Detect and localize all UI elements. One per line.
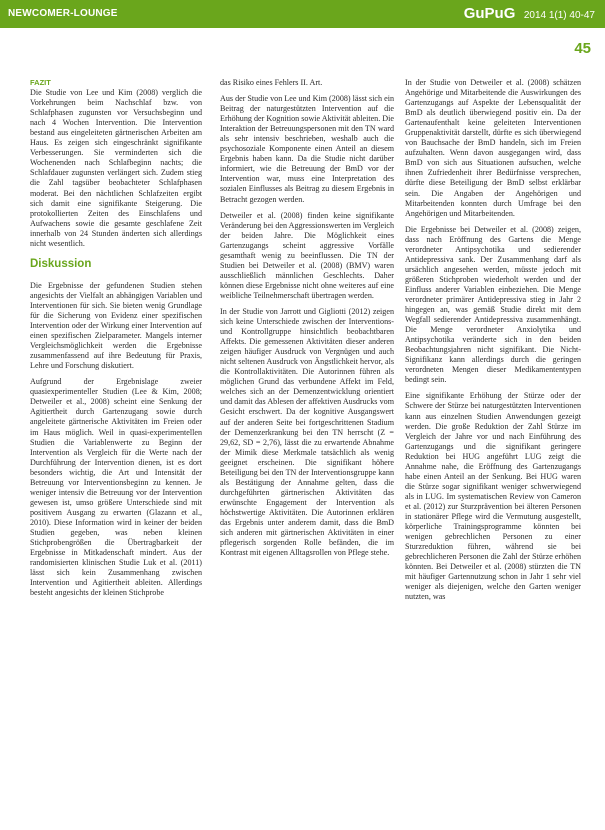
- col2-paragraph-2: Aus der Studie von Lee und Kim (2008) lässt sich ein Beitrag der naturgestützten Intervention auf die Erhöhung der Kognition sowie Aktivität ableiten. Die Interaktion der Betreuungspersonen mit den TN ward als sehr intensiv beschrieben, weshalb auch die psychosoziale Komponente einen Anteil an diesem Ergebnis haben kann. Da die Studie nicht darüber informiert, wie die Betreuung der BmD vor der Intervention war, muss eine Interpretation des sozialen Einflusses als Beitrag zu diesem Ergebnis in Betracht gezogen werden.: [220, 94, 394, 204]
- page-number: 45: [574, 40, 591, 57]
- discussion-paragraph-2: Aufgrund der Ergebnislage zweier quasiexperimenteller Studien (Lee & Kim, 2008; Detweiler et al., 2008) scheint eine Senkung der Agitiertheit durch Gartenzugang sowie durch angeleitete gärtnerische Aktivitäten im Freien oder im Haus möglich. Weil in quasi-experimentellen Studien die Variablenwerte zu Beginn der Intervention als Vergleich für die Werte nach der Durchführung der Intervention dienen, ist es dort besonders wichtig, die Art und Intensität der Betreuung vor Interventionsbeginn zu kennen. Je weniger intensiv die Betreuung vor der Intervention gewesen ist, umso größere Unterschiede sind mit positivem Ausgang zu erwarten (Glazann et al., 2010). Diese Information wird in keiner der beiden Studien gegeben, was neben kleinen Stichprobengrößen die Übertragbarkeit der Ergebnisse in Mitkadenschaft mindert. Aus der randomisierten klinischen Studie Luk et al. (2011) lässt sich kein Zusammenhang zwischen Intervention und Agitiertheit ableiten. Allerdings besteht angesichts der kleinen Stichprobe: [30, 377, 202, 598]
- col3-paragraph-3: Eine signifikante Erhöhung der Stürze oder der Schwere der Stürze bei naturgestützten Interventionen kann aus einzelnen Studien Anwendungen gezeigt werden. Die große Reduktion der Zahl Stürze im Vergleich der Jahre vor und nach Einführung des Gartenzugangs und die signifikant geringere Reduktion bei HUG angeführt LUG zeigt die Annahme nahe, die Eröffnung des Gartenzugangs habe einen Anteil an der Senkung. Bei HUG waren die Stürze sogar signifikant weniger schwerwiegend als in LUG. Im systematischen Review von Cameron et al. (2012) zur Sturzprävention bei älteren Personen in stationärer Pflege wird die Vermutung ausgestellt, körperliche Trainingsprogramme könnten bei wenigen gebrechlichen Personen zu einer Sturzreduktion führen, während sie bei gebrechlicheren Personen die Zahl der Stürze erhöhen könnten. Bei Detweiler et al. (2008) stürzten die TN mit häufiger Gartennutzung schon in Jahr 1 sehr viel weniger als diejenigen, welche den Garten weniger nutzten, was: [405, 391, 581, 602]
- column-1: [30, 78, 202, 604]
- journal-info: [464, 5, 595, 23]
- col3-paragraph-1: In der Studie von Detweiler et al. (2008) schätzen Angehörige und Mitarbeitende die Auswirkungen des Gartenzugangs auf Aspekte der Lebensqualität der BmD als deutlich überwiegend positiv ein. Da der Gartenaufenthalt keine geleiteten Interventionen Gruppenaktivität darstellt, dürfte es sich überwiegend von Bauchsache der BmD handeln, sich im Freien aufzuhalten. Wenn davon ausgegangen wird, dass BmD von sich aus Situationen aufsuchen, welche ihnen Zufriedenheit ihrer Bedürfnisse versprechen, dürfte diese Beteiligung der BmD selbst erklärbar sein. Die Angaben der Angehörigen und Mitarbeitenden konnten durch Umfrage bei den Angehörigen und Mitarbeitenden.: [405, 78, 581, 218]
- fazit-label: FAZIT: [30, 78, 51, 87]
- fazit-paragraph: Die Studie von Lee und Kim (2008) verglich die Vorkehrungen beim Nachschlaf bzw. von Schlafphasen zugunsten vor Versuchsbeginn und nach 4 Wochen Intervention. Die Intervention bestand aus eingeleiteten gärtnerischen Arbeiten am Haus. Es zeigen sich eingeschränkt signifikante Verbesserungen. Sie verminderten sich die Wochenenden nach Schlafbeginn nachts; die Schlafdauer zugunsten verlängert sich. Zudem stieg die Zahl tagsüber beobachteter Schlafphasen moderat. Bei den nächtlichen Schlafzeiten ergibt sich damit eine signifikante Steigerung. Die protokollierten Zeiten des Einschlafens und Aufwachens sowie die gesamte geschlafene Zeit innerhalb von 24 Stunden änderten sich allerdings nicht wesentlich.: [30, 88, 202, 248]
- col2-paragraph-4: In der Studie von Jarrott und Gigliotti (2012) zeigen sich keine Unterschiede zwischen der Interventions- und Kontrollgruppe hinsichtlich beobachtbaren Affekts. Die gemessenen Aktivitäten dieser anderen zeigen häufiger Ausdruck von Vergnügen und auch nicht seltenen Ausdruck von Ängstlichkeit hervor, als die Kontrollaktivitäten. Die Autorinnen führen als möglichen Grund das verbundene Affekt im Feld, welches sich an der Demenzentwicklung orientiert und damit das Ablesen der affektiven Ausdrucks vom Gesicht erschwert. Da der kognitive Ausgangswert auf der anderen Seite bei fortgeschrittenen Stadium der Demenzerkrankung bei den TN herrscht (Z = 29,62, SD = 2,76), lässt die zu erwartende Abnahme der Mimik diese Merkmale tatsächlich als wenig geeignet erscheinen. Die signifikant höhere Beteiligung bei den TN der Interventionsgruppe kann als Bestätigung der Annahme gelten, dass die durchgeführten gärtnerischen Aktivitäten das erwünschte Engagement der Intervention als höchstwertige Aktivitäten. Die Autorinnen erklären das Ergebnis unter anderem damit, dass die BmD sich anderen mit gärtnerischen Aktivitäten in einer pflegerisch sorgenden Rolle befänden, die im Kontrast mit eigenen Alltagsrollen von Pflege stehe.: [220, 306, 394, 558]
- section-heading-diskussion: Diskussion: [30, 257, 92, 270]
- col2-paragraph-1: das Risiko eines Fehlers II. Art.: [220, 78, 323, 87]
- page-header: [0, 0, 605, 28]
- section-label: NEWCOMER-LOUNGE: [8, 8, 118, 19]
- column-3: [405, 78, 581, 608]
- column-2: [220, 78, 394, 564]
- col2-paragraph-3: Detweiler et al. (2008) finden keine signifikante Veränderung bei den Aggressionswerten im Vergleich der beiden Jahre. Die Möglichkeit eines Gartenzugangs scheint aggressive Vorfälle gesamthaft wenig zu beeinflussen. Die TN der Studien bei Detweiler et al. (2008) (BMV) waren ausschließlich männlichen Geschlechts. Daher können diese Ergebnisse nicht ohne weiteres auf eine weibliche Teilnehmerschaft übertragen werden.: [220, 210, 394, 300]
- journal-citation: 2014 1(1) 40-47: [523, 10, 595, 21]
- col3-paragraph-2: Die Ergebnisse bei Detweiler et al. (2008) zeigen, dass nach Eröffnung des Gartens die Menge verordneter Antipsychotika und sedierender Antidepressiva sank. Der Zusammenhang darf als ursächlich angesehen werden, müsste jedoch mit größeren Stichproben wiederholt werden und der Einfluss anderer Variablen einbeziehen. Die Menge verordneter primärer Antidepressiva stieg in Jahr 2 hingegen an, was gemäß Studie direkt mit dem Wegfall sedierender Antidepressiva zusammenhängt. Die Menge verordneter Anxiolytika und Antipsychotika veränderte sich in den beiden Beobachtungsjahren nicht signifikant. Die Nicht-Signifikanz kann allerdings durch die geringen verordneten Mengen dieser Medikamententypen bedingt sein.: [405, 224, 581, 385]
- discussion-paragraph-1: Die Ergebnisse der gefundenen Studien stehen angesichts der Vielfalt an abhängigen Variablen und Interventionen für sich. Sie bieten wenig Grundlage für die Sicherung von Evidenz einer spezifischen Intervention oder der Wirkung einer Intervention auf einen spezifischen Zielparameter. Mangels interner Vergleichsmöglichkeit werden die Ergebnisse zusammenfassend auf ihre Bedeutung für Praxis, Lehre und Forschung diskutiert.: [30, 280, 202, 371]
- journal-name: GuPuG: [463, 5, 516, 22]
